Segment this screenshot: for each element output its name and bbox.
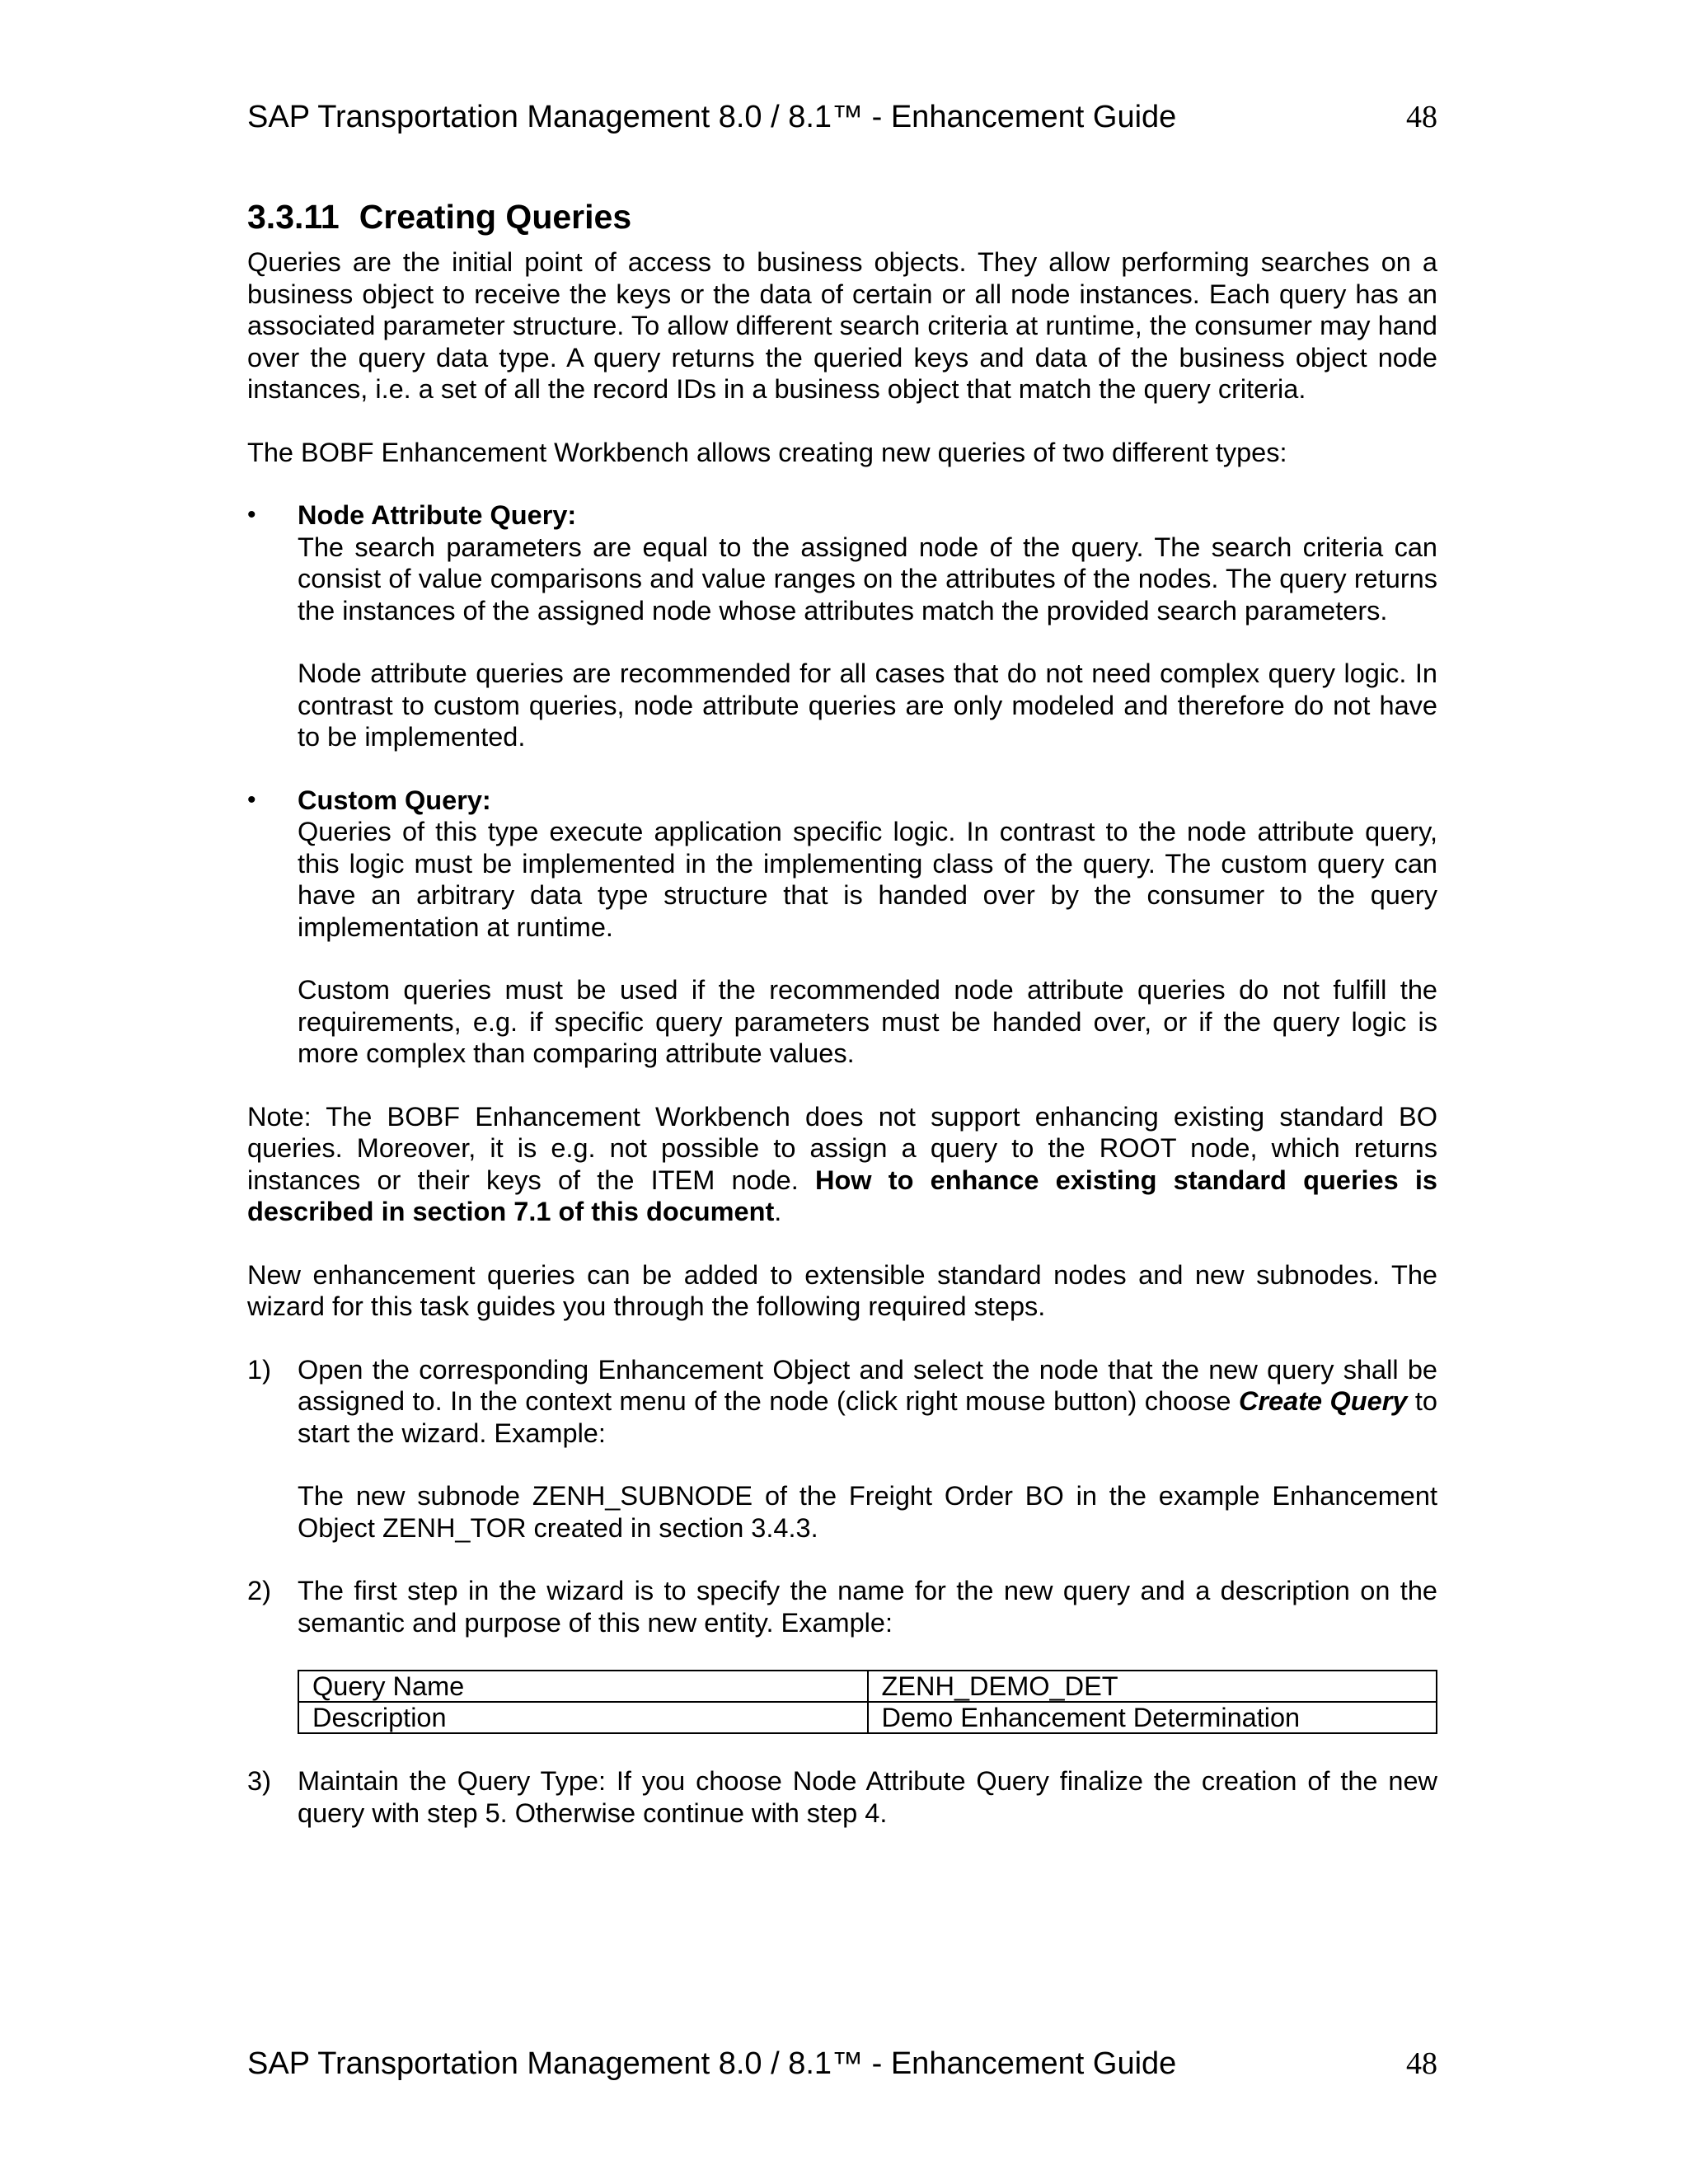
section-number: 3.3.11: [247, 198, 340, 236]
list-item: [247, 1354, 1437, 1544]
section-heading: [247, 196, 1437, 237]
bullet-icon: •: [247, 785, 256, 813]
steps-list: [247, 1354, 1437, 1830]
step-text: [298, 1354, 1437, 1450]
footer-title: SAP Transportation Management 8.0 / 8.1™ - Enhancement Guide: [247, 2046, 1177, 2081]
step-marker: 2): [247, 1576, 271, 1605]
step-emphasis: Create Query: [1238, 1386, 1408, 1416]
note-end: .: [774, 1197, 782, 1226]
step-text-after: to start the wizard. Example:: [298, 1386, 1438, 1448]
step-text: The first step in the wizard is to specify the name for the new query and a description on the semantic and purpose of this new entity. Example:: [298, 1576, 1437, 1638]
note-text: Note: The BOBF Enhancement Workbench does not support enhancing existing standard BO queries. Moreover, it is e.g. not possible to assign a query to the ROOT node, which returns instances or their keys of the ITEM node.: [247, 1101, 1437, 1195]
header-page-number: 48: [1406, 100, 1437, 134]
footer-page-number: 48: [1406, 2046, 1437, 2081]
note-bold: How to enhance existing standard queries is described in section 7.1 of this document: [247, 1165, 1437, 1226]
query-parameters-table: [298, 1670, 1437, 1734]
table-row: [298, 1702, 1437, 1733]
list-item: [247, 785, 1437, 1070]
query-type-title: Custom Query:: [298, 785, 491, 815]
table-cell-label: Description: [298, 1702, 868, 1733]
list-item: [247, 499, 1437, 753]
table-cell-value: ZENH_DEMO_DET: [868, 1671, 1437, 1702]
list-item: [247, 1765, 1437, 1829]
query-type-description: Queries of this type execute application specific logic. In contrast to the node attribute query, this logic must be implemented in the implementing class of the query. The custom query can have an arbitrary data type structure that is handed over by the consumer to the query implementation at runtime.: [298, 817, 1437, 942]
query-type-note: Custom queries must be used if the recommended node attribute queries do not fulfill the requirements, e.g. if specific query parameters must be handed over, or if the query logic is more complex than comparing attribute values.: [298, 975, 1437, 1068]
step-example: The new subnode ZENH_SUBNODE of the Freight Order BO in the example Enhancement Object ZENH_TOR created in section 3.4.3.: [298, 1481, 1437, 1543]
query-type-title: Node Attribute Query:: [298, 500, 577, 530]
list-item: [247, 1575, 1437, 1734]
intro-paragraph: Queries are the initial point of access to business objects. They allow performing searches on a business object to receive the keys or the data of certain or all node instances. Each query has an associated parameter structure. To allow different search criteria at runtime, the consumer may hand over the query data type. A query returns the queried keys and data of the business object node instances, i.e. a set of all the record IDs in a business object that match the query criteria.: [247, 247, 1437, 404]
query-types-list: [247, 499, 1437, 1070]
query-type-note: Node attribute queries are recommended for all cases that do not need complex query logic. In contrast to custom queries, node attribute queries are only modeled and therefore do not have to be implemented.: [298, 658, 1437, 752]
step-marker: 1): [247, 1354, 271, 1385]
note-paragraph: [247, 1101, 1437, 1228]
bullet-icon: •: [247, 501, 256, 528]
query-type-description: The search parameters are equal to the assigned node of the query. The search criteria can consist of value comparisons and value ranges on the attributes of the nodes. The query returns the instances of the assigned node whose attributes match the provided search parameters.: [298, 532, 1437, 626]
types-intro: The BOBF Enhancement Workbench allows creating new queries of two different types:: [247, 437, 1287, 467]
table-cell-label: Query Name: [298, 1671, 868, 1702]
steps-intro: New enhancement queries can be added to extensible standard nodes and new subnodes. The wizard for this task guides you through the following required steps.: [247, 1259, 1437, 1321]
section-title: Creating Queries: [359, 198, 632, 236]
header-title: SAP Transportation Management 8.0 / 8.1™ - Enhancement Guide: [247, 100, 1177, 134]
step-text: Maintain the Query Type: If you choose Node Attribute Query finalize the creation of the new query with step 5. Otherwise continue with step 4.: [298, 1766, 1437, 1828]
page-body: [247, 196, 1437, 1829]
table-row: [298, 1671, 1437, 1702]
step-text-before: Open the corresponding Enhancement Object and select the node that the new query shall be assigned to. In the context menu of the node (click right mouse button) choose: [298, 1354, 1437, 1416]
table-cell-value: Demo Enhancement Determination: [868, 1702, 1437, 1733]
step-marker: 3): [247, 1766, 271, 1796]
